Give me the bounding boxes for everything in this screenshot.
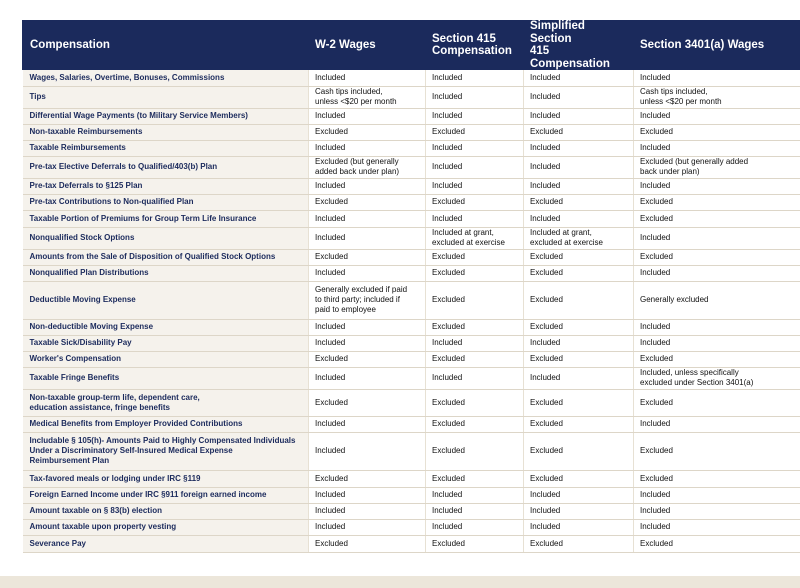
section-415-cell: Excluded bbox=[426, 470, 524, 487]
section-415-cell: Included bbox=[426, 335, 524, 351]
simplified-415-cell: Included bbox=[524, 487, 634, 503]
table-row bbox=[23, 389, 800, 416]
section-415-cell: Included bbox=[426, 503, 524, 519]
table-row bbox=[23, 210, 800, 227]
row-label: Includable § 105(h)- Amounts Paid to Highly Compensated Individuals Under a Discriminatory Self-Insured Medical Expense Reimbursement Plan bbox=[23, 432, 309, 470]
header-simplified-415: Simplified Section 415 Compensation bbox=[524, 20, 634, 70]
simplified-415-cell: Included bbox=[524, 519, 634, 535]
row-label: Worker's Compensation bbox=[23, 351, 309, 367]
section-415-cell: Included bbox=[426, 367, 524, 389]
row-label: Medical Benefits from Employer Provided Contributions bbox=[23, 416, 309, 432]
row-label: Nonqualified Plan Distributions bbox=[23, 265, 309, 281]
simplified-415-cell: Included at grant, excluded at exercise bbox=[524, 227, 634, 249]
row-label: Taxable Fringe Benefits bbox=[23, 367, 309, 389]
header-3401a-wages: Section 3401(a) Wages bbox=[634, 20, 800, 70]
section-3401a-cell: Included bbox=[634, 519, 800, 535]
section-3401a-cell: Included bbox=[634, 319, 800, 335]
table-row bbox=[23, 335, 800, 351]
section-3401a-cell: Excluded bbox=[634, 351, 800, 367]
simplified-415-cell: Excluded bbox=[524, 535, 634, 552]
section-415-cell: Excluded bbox=[426, 432, 524, 470]
simplified-415-cell: Included bbox=[524, 70, 634, 86]
table-row bbox=[23, 70, 800, 86]
row-label: Differential Wage Payments (to Military Service Members) bbox=[23, 108, 309, 124]
section-3401a-cell: Excluded bbox=[634, 470, 800, 487]
section-3401a-cell: Excluded bbox=[634, 432, 800, 470]
table-row bbox=[23, 86, 800, 108]
row-label: Wages, Salaries, Overtime, Bonuses, Commissions bbox=[23, 70, 309, 86]
row-label: Severance Pay bbox=[23, 535, 309, 552]
simplified-415-cell: Excluded bbox=[524, 194, 634, 210]
simplified-415-cell: Included bbox=[524, 140, 634, 156]
table-row bbox=[23, 281, 800, 319]
section-415-cell: Included bbox=[426, 108, 524, 124]
simplified-415-cell: Included bbox=[524, 178, 634, 194]
section-3401a-cell: Included, unless specifically excluded under Section 3401(a) bbox=[634, 367, 800, 389]
table-row bbox=[23, 535, 800, 552]
simplified-415-cell: Included bbox=[524, 86, 634, 108]
row-label: Pre-tax Elective Deferrals to Qualified/403(b) Plan bbox=[23, 156, 309, 178]
section-3401a-cell: Excluded bbox=[634, 194, 800, 210]
section-415-cell: Excluded bbox=[426, 281, 524, 319]
row-label: Tips bbox=[23, 86, 309, 108]
table-row bbox=[23, 265, 800, 281]
section-415-cell: Excluded bbox=[426, 265, 524, 281]
table-row bbox=[23, 227, 800, 249]
section-3401a-cell: Generally excluded bbox=[634, 281, 800, 319]
section-415-cell: Excluded bbox=[426, 319, 524, 335]
section-3401a-cell: Included bbox=[634, 140, 800, 156]
simplified-415-cell: Excluded bbox=[524, 249, 634, 265]
w2-wages-cell: Excluded (but generally added back under plan) bbox=[309, 156, 426, 178]
simplified-415-cell: Excluded bbox=[524, 389, 634, 416]
w2-wages-cell: Excluded bbox=[309, 249, 426, 265]
row-label: Deductible Moving Expense bbox=[23, 281, 309, 319]
w2-wages-cell: Excluded bbox=[309, 535, 426, 552]
simplified-415-cell: Excluded bbox=[524, 281, 634, 319]
header-section-415: Section 415 Compensation bbox=[426, 20, 524, 70]
row-label: Amounts from the Sale of Disposition of Qualified Stock Options bbox=[23, 249, 309, 265]
simplified-415-cell: Included bbox=[524, 503, 634, 519]
section-3401a-cell: Included bbox=[634, 335, 800, 351]
simplified-415-cell: Excluded bbox=[524, 432, 634, 470]
row-label: Taxable Portion of Premiums for Group Term Life Insurance bbox=[23, 210, 309, 227]
row-label: Nonqualified Stock Options bbox=[23, 227, 309, 249]
section-3401a-cell: Excluded bbox=[634, 389, 800, 416]
row-label: Taxable Sick/Disability Pay bbox=[23, 335, 309, 351]
simplified-415-cell: Excluded bbox=[524, 351, 634, 367]
simplified-415-cell: Included bbox=[524, 335, 634, 351]
section-415-cell: Excluded bbox=[426, 194, 524, 210]
w2-wages-cell: Included bbox=[309, 487, 426, 503]
section-3401a-cell: Excluded bbox=[634, 210, 800, 227]
section-3401a-cell: Excluded (but generally added back under plan) bbox=[634, 156, 800, 178]
row-label: Pre-tax Contributions to Non-qualified Plan bbox=[23, 194, 309, 210]
row-label: Non-taxable Reimbursements bbox=[23, 124, 309, 140]
w2-wages-cell: Included bbox=[309, 335, 426, 351]
w2-wages-cell: Included bbox=[309, 519, 426, 535]
row-label: Taxable Reimbursements bbox=[23, 140, 309, 156]
simplified-415-cell: Excluded bbox=[524, 470, 634, 487]
section-415-cell: Included bbox=[426, 210, 524, 227]
page-bottom-edge bbox=[0, 576, 800, 588]
simplified-415-cell: Excluded bbox=[524, 124, 634, 140]
simplified-415-cell: Included bbox=[524, 108, 634, 124]
table-row bbox=[23, 194, 800, 210]
table-row bbox=[23, 140, 800, 156]
section-415-cell: Excluded bbox=[426, 124, 524, 140]
table-row bbox=[23, 470, 800, 487]
section-3401a-cell: Included bbox=[634, 487, 800, 503]
table-row bbox=[23, 487, 800, 503]
row-label: Non-deductible Moving Expense bbox=[23, 319, 309, 335]
section-415-cell: Included bbox=[426, 487, 524, 503]
w2-wages-cell: Excluded bbox=[309, 194, 426, 210]
section-415-cell: Included bbox=[426, 178, 524, 194]
section-415-cell: Excluded bbox=[426, 351, 524, 367]
section-415-cell: Excluded bbox=[426, 416, 524, 432]
w2-wages-cell: Included bbox=[309, 210, 426, 227]
header-row bbox=[23, 20, 800, 70]
w2-wages-cell: Cash tips included, unless <$20 per month bbox=[309, 86, 426, 108]
table-body bbox=[23, 70, 800, 552]
section-3401a-cell: Included bbox=[634, 265, 800, 281]
section-415-cell: Excluded bbox=[426, 389, 524, 416]
row-label: Pre-tax Deferrals to §125 Plan bbox=[23, 178, 309, 194]
table-row bbox=[23, 124, 800, 140]
section-3401a-cell: Included bbox=[634, 503, 800, 519]
section-3401a-cell: Included bbox=[634, 108, 800, 124]
section-415-cell: Included at grant, excluded at exercise bbox=[426, 227, 524, 249]
w2-wages-cell: Included bbox=[309, 227, 426, 249]
header-compensation: Compensation bbox=[23, 20, 309, 70]
section-3401a-cell: Excluded bbox=[634, 249, 800, 265]
w2-wages-cell: Included bbox=[309, 108, 426, 124]
section-3401a-cell: Included bbox=[634, 70, 800, 86]
simplified-415-cell: Included bbox=[524, 210, 634, 227]
row-label: Tax-favored meals or lodging under IRC §119 bbox=[23, 470, 309, 487]
simplified-415-cell: Excluded bbox=[524, 319, 634, 335]
table-row bbox=[23, 432, 800, 470]
header-w2-wages: W-2 Wages bbox=[309, 20, 426, 70]
section-3401a-cell: Included bbox=[634, 416, 800, 432]
simplified-415-cell: Excluded bbox=[524, 265, 634, 281]
table-row bbox=[23, 519, 800, 535]
table-row bbox=[23, 178, 800, 194]
table-row bbox=[23, 351, 800, 367]
simplified-415-cell: Included bbox=[524, 367, 634, 389]
row-label: Amount taxable on § 83(b) election bbox=[23, 503, 309, 519]
row-label: Non-taxable group-term life, dependent care, education assistance, fringe benefits bbox=[23, 389, 309, 416]
w2-wages-cell: Included bbox=[309, 503, 426, 519]
w2-wages-cell: Included bbox=[309, 416, 426, 432]
section-3401a-cell: Cash tips included, unless <$20 per month bbox=[634, 86, 800, 108]
w2-wages-cell: Included bbox=[309, 265, 426, 281]
section-415-cell: Included bbox=[426, 519, 524, 535]
w2-wages-cell: Included bbox=[309, 70, 426, 86]
simplified-415-cell: Excluded bbox=[524, 416, 634, 432]
table-row bbox=[23, 249, 800, 265]
w2-wages-cell: Included bbox=[309, 319, 426, 335]
section-415-cell: Included bbox=[426, 156, 524, 178]
table-row bbox=[23, 367, 800, 389]
section-415-cell: Excluded bbox=[426, 249, 524, 265]
section-415-cell: Included bbox=[426, 86, 524, 108]
w2-wages-cell: Excluded bbox=[309, 124, 426, 140]
w2-wages-cell: Included bbox=[309, 367, 426, 389]
section-3401a-cell: Included bbox=[634, 227, 800, 249]
table-row bbox=[23, 108, 800, 124]
section-415-cell: Included bbox=[426, 140, 524, 156]
table-row bbox=[23, 319, 800, 335]
section-3401a-cell: Included bbox=[634, 178, 800, 194]
w2-wages-cell: Included bbox=[309, 178, 426, 194]
section-415-cell: Included bbox=[426, 70, 524, 86]
w2-wages-cell: Included bbox=[309, 140, 426, 156]
w2-wages-cell: Generally excluded if paid to third party; included if paid to employee bbox=[309, 281, 426, 319]
table-row bbox=[23, 156, 800, 178]
row-label: Foreign Earned Income under IRC §911 foreign earned income bbox=[23, 487, 309, 503]
section-415-cell: Excluded bbox=[426, 535, 524, 552]
section-3401a-cell: Excluded bbox=[634, 535, 800, 552]
w2-wages-cell: Excluded bbox=[309, 470, 426, 487]
table-row bbox=[23, 503, 800, 519]
w2-wages-cell: Included bbox=[309, 432, 426, 470]
section-3401a-cell: Excluded bbox=[634, 124, 800, 140]
w2-wages-cell: Excluded bbox=[309, 389, 426, 416]
simplified-415-cell: Included bbox=[524, 156, 634, 178]
row-label: Amount taxable upon property vesting bbox=[23, 519, 309, 535]
w2-wages-cell: Excluded bbox=[309, 351, 426, 367]
compensation-table bbox=[22, 20, 800, 553]
table-row bbox=[23, 416, 800, 432]
